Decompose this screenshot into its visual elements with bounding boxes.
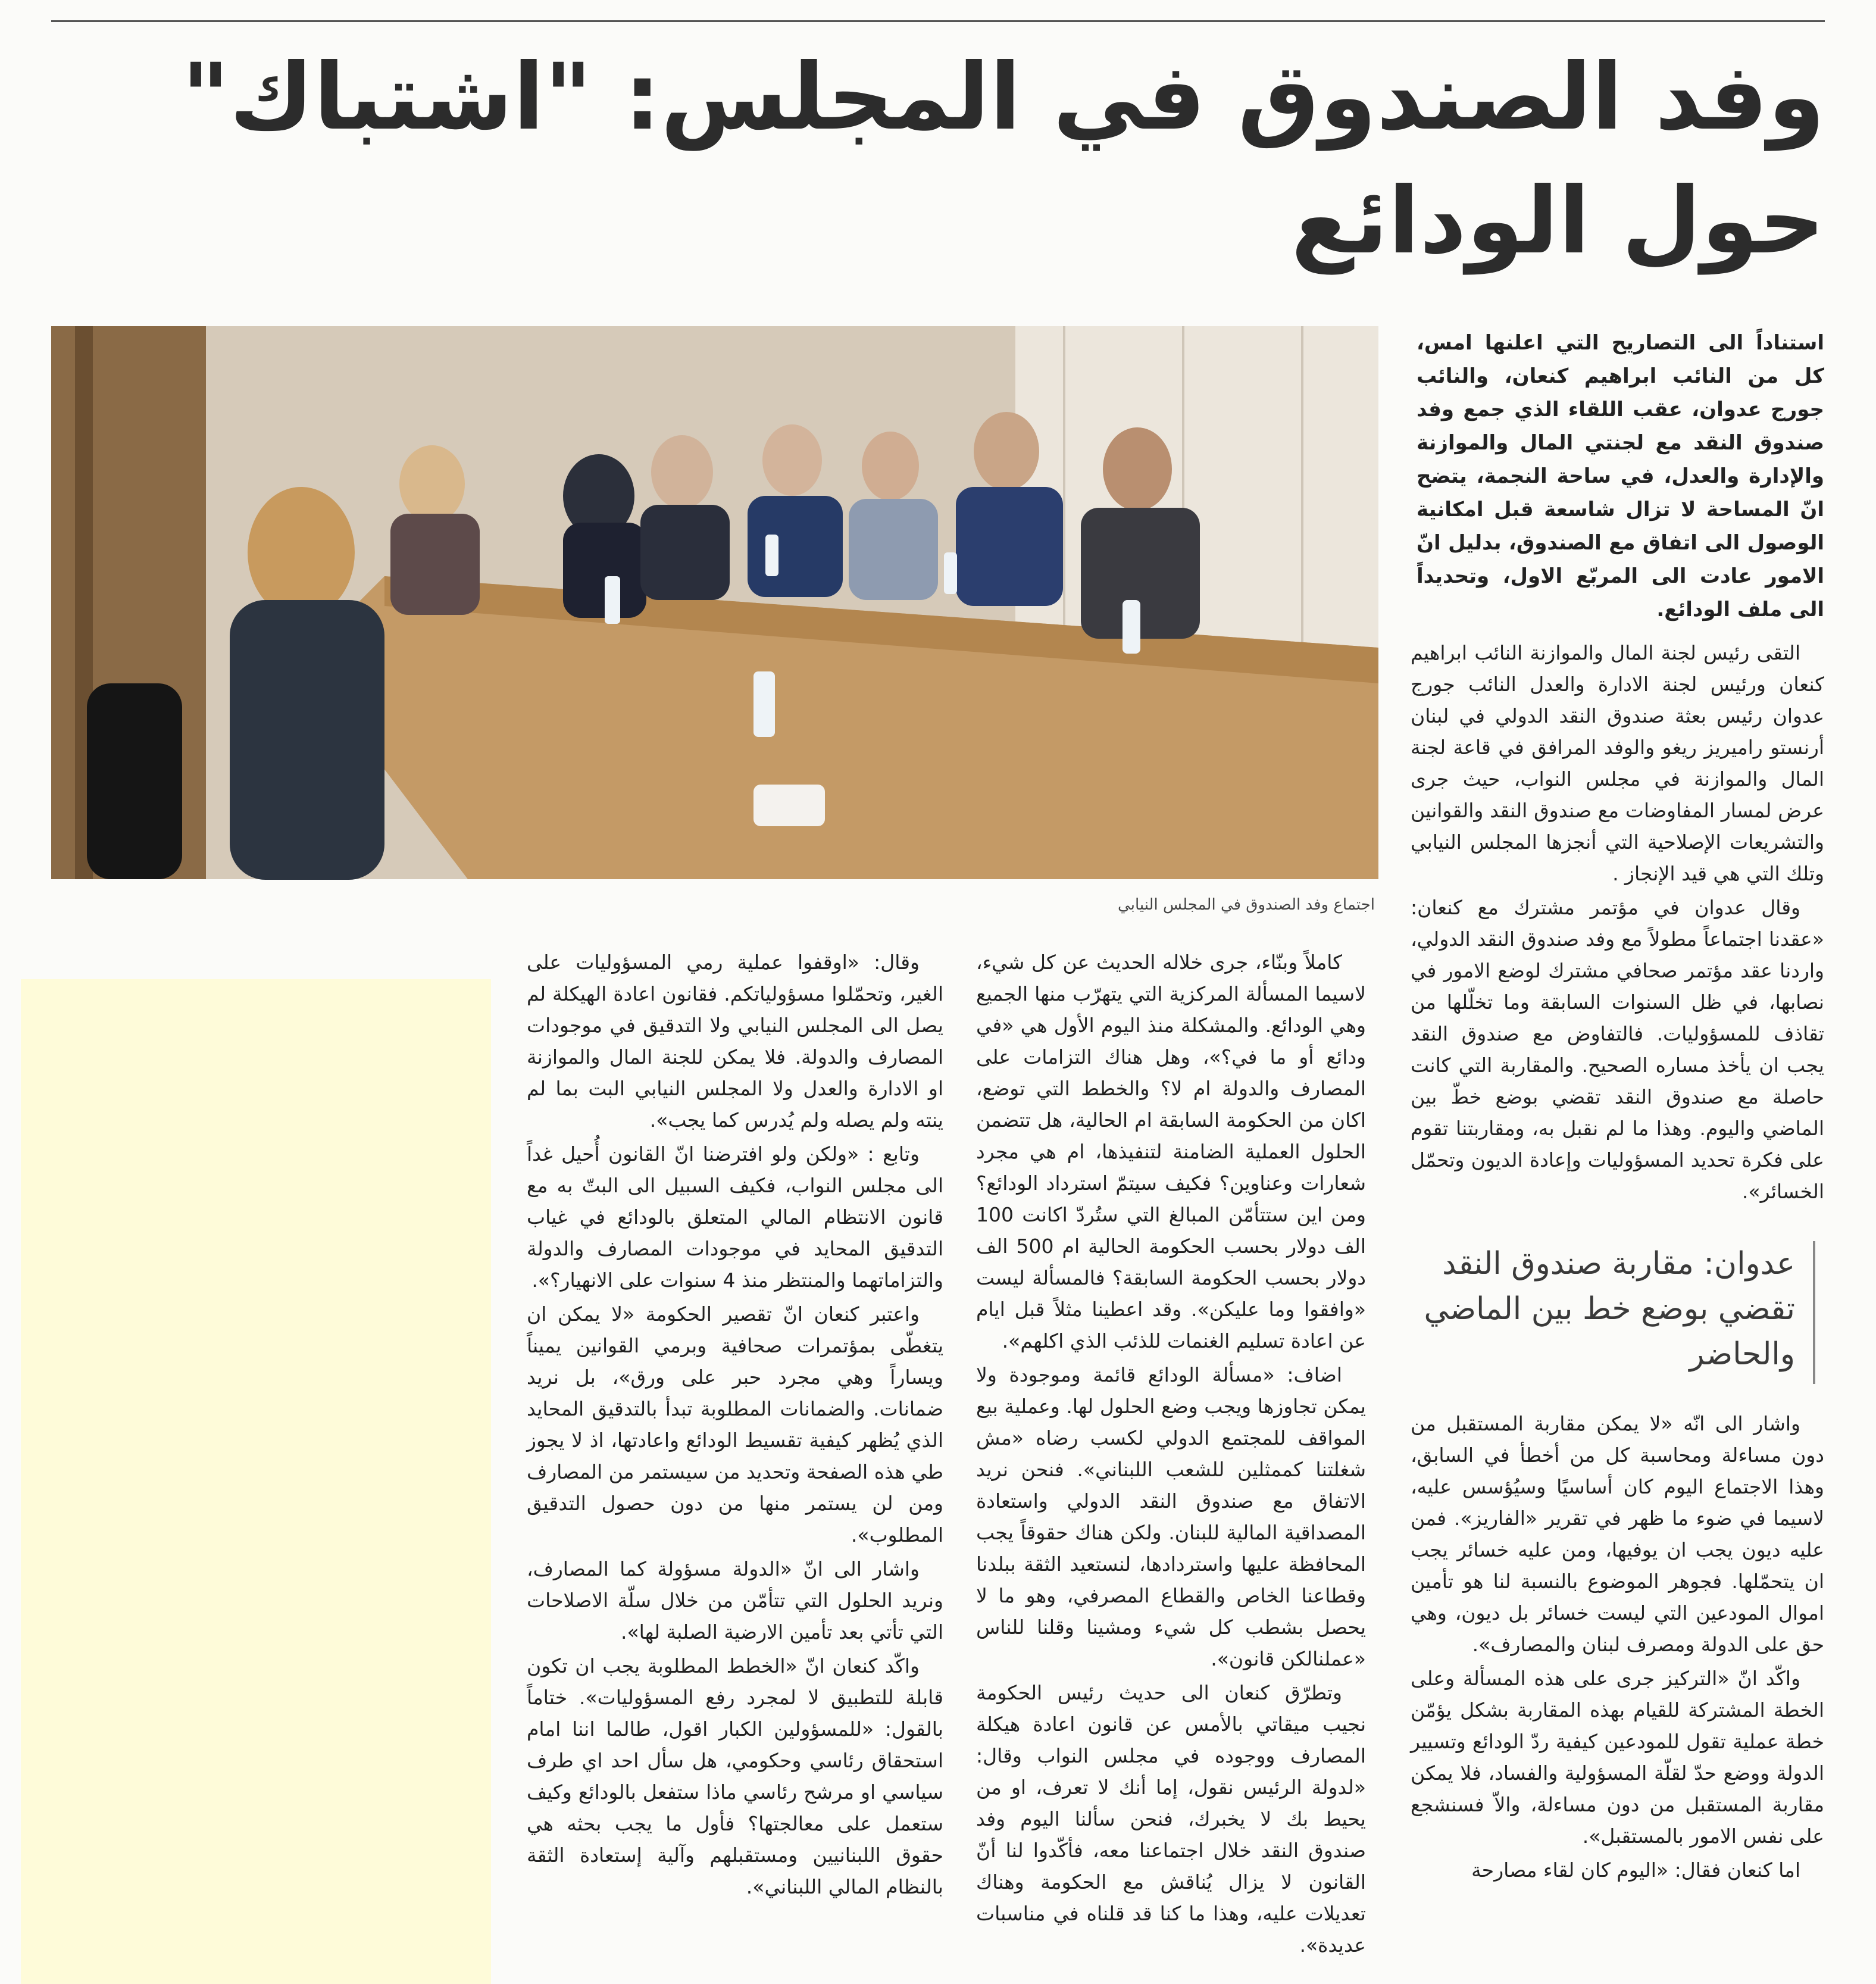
- paragraph: التقى رئيس لجنة المال والموازنة النائب ابراهيم كنعان ورئيس لجنة الادارة والعدل النائب جورج عدوان رئيس بعثة صندوق النقد الدولي في لبنان أرنستو راميريز ريغو والوفد المرافق في قاعة لجنة المال والموازنة في مجلس النواب، حيث جرى عرض لمسار المفاوضات مع صندوق النقد والقوانين والتشريعات الإصلاحية التي أنجزها المجلس النيابي وتلك التي هي قيد الإنجاز .: [1411, 641, 1824, 885]
- lede: استناداً الى التصاريح التي اعلنها امس، كل من النائب ابراهيم كنعان، والنائب جورج عدوان، عقب اللقاء الذي جمع وفد صندوق النقد مع لجنتي المال والموازنة والإدارة والعدل، في ساحة النجمة، يتضح انّ المساحة لا تزال شاسعة قبل امكانية الوصول الى اتفاق مع الصندوق، بدليل انّ الامور عادت الى المربّع الاول، وتحديداً الى ملف الودائع.: [1417, 331, 1824, 621]
- paragraph: واكّد كنعان انّ «الخطط المطلوبة يجب ان تكون قابلة للتطبيق لا لمجرد رفع المسؤوليات». ختاماً بالقول: «للمسؤولين الكبار اقول، طالما اننا امام استحقاق رئاسي وحكومي، هل سأل احد اي طرف سياسي او مرشح رئاسي ماذا ستفعل بالودائع وكيف ستعمل على معالجتها؟ فأول ما يجب بحثه هي حقوق اللبنانيين ومستقبلهم وآلية إستعادة الثقة بالنظام المالي اللبناني».: [527, 1654, 943, 1898]
- paragraph: واعتبر كنعان انّ تقصير الحكومة «لا يمكن ان يتغطّى بمؤتمرات صحافية وبرمي القوانين يميناً ويساراً وهي مجرد حبر على ورق»، بل نريد ضمانات. والضمانات المطلوبة تبدأ بالتدقيق المحايد الذي يُظهر كيفية تقسيط الودائع واعادتها، اذ لا يجوز طي هذه الصفحة وتحديد من سيستمر من المصارف ومن لن يستمر منها من دون حصول التدقيق المطلوب».: [527, 1302, 943, 1546]
- paragraph: كاملاً وبنّاء، جرى خلاله الحديث عن كل شيء، لاسيما المسألة المركزية التي يتهرّب منها الجميع وهي الودائع. والمشكلة منذ اليوم الأول هي «في ودائع أو ما في؟»، وهل هناك التزامات على المصارف والدولة ام لا؟ والخطط التي توضع، اكان من الحكومة السابقة ام الحالية، هل تتضمن الحلول العملية الضامنة لتنفيذها، ام هي مجرد شعارات وعناوين؟ فكيف سيتمّ استرداد الودائع؟ ومن اين ستتأمّن المبالغ التي ستُردّ اكانت 100 الف دولار بحسب الحكومة الحالية ام 500 الف دولار بحسب الحكومة السابقة؟ فالمسألة ليست «وافقوا وما عليكن». وقد اعطينا مثلاً قبل ايام عن اعادة تسليم الغنمات للذئب الذي اكلهم».: [976, 951, 1366, 1352]
- column-middle: [976, 946, 1366, 1976]
- paragraph: اما كنعان فقال: «اليوم كان لقاء مصارحة: [1471, 1858, 1800, 1882]
- headline: وفد الصندوق في المجلس: "اشتباك" حول الودائع: [182, 44, 1825, 274]
- paragraph: واكّد انّ «التركيز جرى على هذه المسألة وعلى الخطة المشتركة للقيام بهذه المقاربة بشكل يؤمّن خطة عملية تقول للمودعين كيفية ردّ الودائع وتسيير الدولة ووضع حدّ لقلّة المسؤولية والفساد، فلا يمكن مقاربة المستقبل من دون مساءلة، والاّ فسنشجع على نفس الامور بالمستقبل».: [1411, 1667, 1824, 1848]
- paragraph: واشار الى انّ «الدولة مسؤولة كما المصارف، ونريد الحلول التي تتأمّن من خلال سلّة الاصلاحات التي تأتي بعد تأمين الارضية الصلبة لها».: [527, 1557, 943, 1644]
- pull-quote: عدوان: مقاربة صندوق النقد تقضي بوضع خط بين الماضي والحاضر: [1422, 1241, 1815, 1384]
- paragraph: وتطرّق كنعان الى حديث رئيس الحكومة نجيب ميقاتي بالأمس عن قانون اعادة هيكلة المصارف ووجوده في مجلس النواب وقال: «لدولة الرئيس نقول، إما أنك لا تعرف، او من يحيط بك لا يخبرك، فنحن سألنا اليوم وفد صندوق النقد خلال اجتماعنا معه، فأكّدوا لنا أنّ القانون لا يزال يُناقش مع الحكومة وهناك تعديلات عليه، وهذا ما كنا قد قلناه في مناسبات عديدة».: [976, 1681, 1366, 1957]
- paragraph: اضاف: «مسألة الودائع قائمة وموجودة ولا يمكن تجاوزها ويجب وضع الحلول لها. وعملية بيع المواقف للمجتمع الدولي لكسب رضاه «مش شغلتنا كممثلين للشعب اللبناني». فنحن نريد الاتفاق مع صندوق النقد الدولي واستعادة المصداقية المالية للبنان. ولكن هناك حقوقاً يجب المحافظة عليها واستردادها، لنستعيد الثقة ببلدنا وقطاعنا الخاص والقطاع المصرفي، وهو ما لا يحصل بشطب كل شيء ومشينا وقلنا للناس «عملنالكن قانون».: [976, 1363, 1366, 1670]
- blank-ad-space: [21, 979, 491, 1984]
- paragraph: وتابع : «ولكن ولو افترضنا انّ القانون أُحيل غداً الى مجلس النواب، فكيف السبيل الى البتّ به مع قانون الانتظام المالي المتعلق بالودائع في غياب التدقيق المحايد في موجودات المصارف والدولة والتزاماتهما والمنتظر منذ 4 سنوات على الانهيار؟».: [527, 1142, 943, 1292]
- column-right-top: [1411, 637, 1824, 1203]
- column-right-bottom: [1411, 1408, 1824, 1976]
- column-left: [527, 946, 943, 1976]
- top-rule: [51, 20, 1825, 22]
- meeting-photo: [51, 326, 1378, 879]
- photo-caption: اجتماع وفد الصندوق في المجلس النيابي: [1118, 896, 1375, 914]
- paragraph: وقال: «اوقفوا عملية رمي المسؤوليات على الغير، وتحمّلوا مسؤولياتكم. فقانون اعادة الهيكلة لم يصل الى المجلس النيابي ولا التدقيق في موجودات المصارف والدولة. فلا يمكن للجنة المال والموازنة او الادارة والعدل ولا المجلس النيابي البت بما لم ينته ولم يصله ولم يُدرس كما يجب».: [527, 951, 943, 1132]
- paragraph: واشار الى انّه «لا يمكن مقاربة المستقبل من دون مساءلة ومحاسبة كل من أخطأ في السابق، وهذا الاجتماع اليوم كان أساسيًا وسيُؤسس عليه، لاسيما في ضوء ما ظهر في تقرير «الفاريز». فمن عليه ديون يجب ان يوفيها، ومن عليه خسائر يجب ان يتحمّلها. فجوهر الموضوع بالنسبة لنا هو تأمين اموال المودعين التي ليست خسائر بل ديون، وهي حق على الدولة ومصرف لبنان والمصارف».: [1411, 1412, 1824, 1656]
- paragraph: وقال عدوان في مؤتمر مشترك مع كنعان: «عقدنا اجتماعاً مطولاً مع وفد صندوق النقد الدولي، واردنا عقد مؤتمر صحافي مشترك لوضع الامور في نصابها، في ظل السنوات السابقة وما تخلّلها من تقاذف للمسؤوليات. فالتفاوض مع صندوق النقد يجب ان يأخذ مساره الصحيح. والمقاربة التي كانت حاصلة مع صندوق النقد تقضي بوضع خطّ بين الماضي واليوم. وهذا ما لم نقبل به، ومقاربتنا تقوم على فكرة تحديد المسؤوليات وإعادة الديون وتحمّل الخسائر».: [1411, 896, 1824, 1203]
- meeting-photo-illustration: [51, 326, 1378, 879]
